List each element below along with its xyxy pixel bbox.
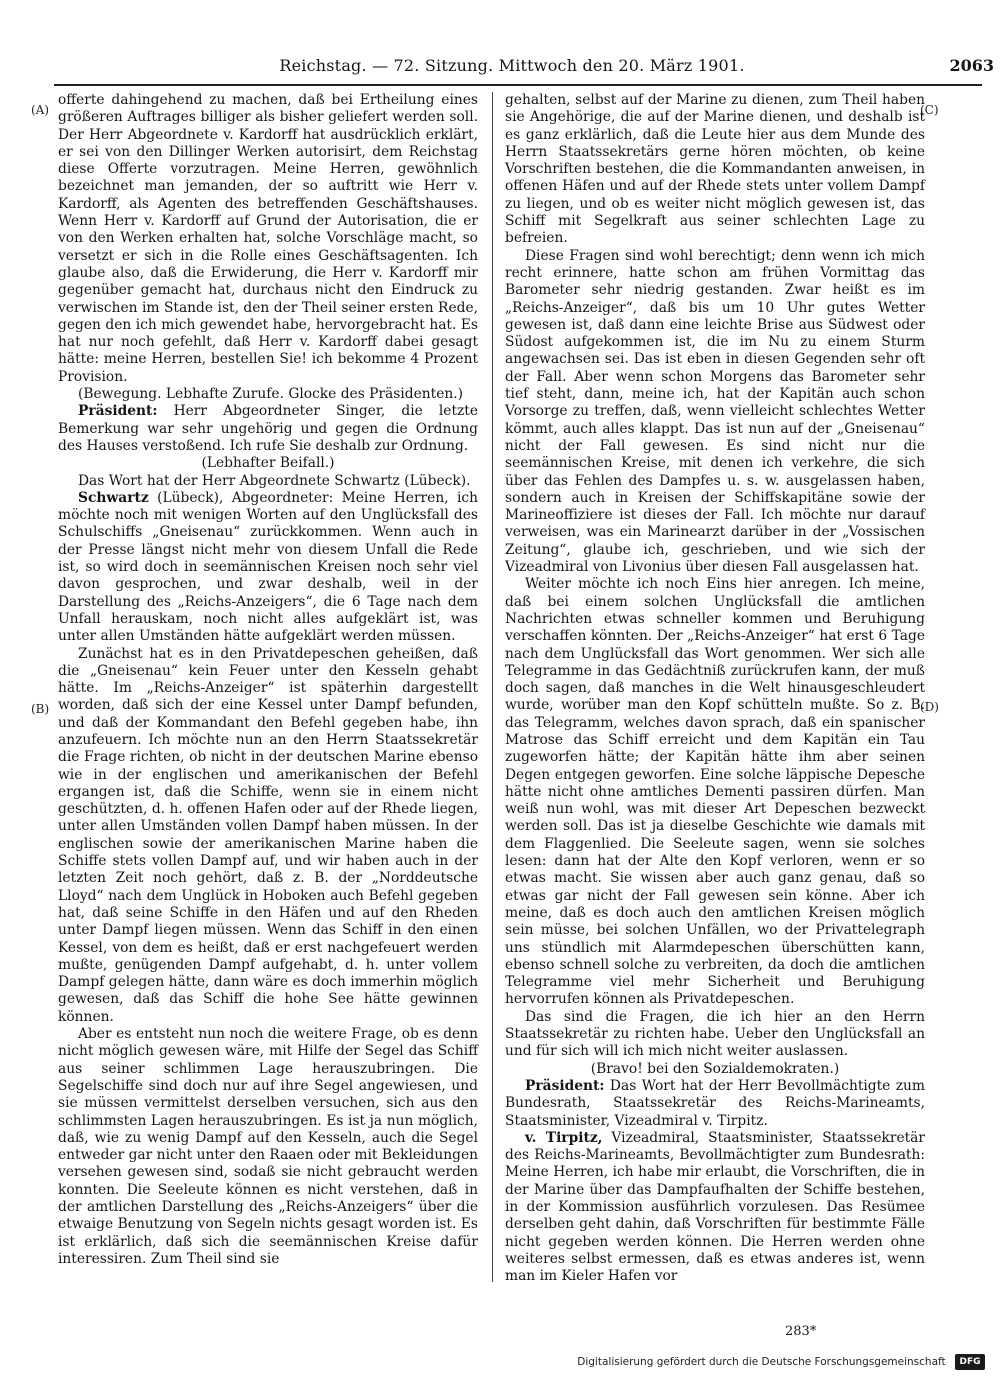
header-rule [54, 84, 982, 86]
paragraph: Aber es entsteht nun noch die weitere Frage, ob es denn nicht möglich gewesen wäre, mit Hilfe der Segel das Schiff aus seiner schlimmen Lage herauszubringen. Die Segelschiffe sind doch nur auf ihre Segel angewiesen, und sie müssen vermittelst derselben versuchen, sich aus den schlimmsten Lagen herauszubringen. Es ist ja nun möglich, daß, wie zu wenig Dampf auf den Kesseln, auch die Segel entweder gar nicht unter den Raaen oder mit Bekleidungen versehen gewesen sind, sodaß sie nicht gebraucht werden konnten. Die Seeleute können es nicht verstehen, daß in der amtlichen Darstellung des „Reichs-Anzeigers“ über die etwaige Benutzung von Segeln nichts gesagt worden ist. Es ist erklärlich, daß sich die seemännischen Kreise dafür interessiren. Zum Theil sind sie [58, 1026, 478, 1267]
speaker-name: Präsident: [78, 403, 158, 420]
paragraph [58, 403, 478, 455]
dfg-logo-icon [955, 1354, 985, 1370]
paragraph: offerte dahingehend zu machen, daß bei Ertheilung eines größeren Auftrages billiger als bisher geliefert werden soll. Der Herr Abgeordnete v. Kardorff hat ausdrücklich erklärt, er sei von den Dillinger Werken autorisirt, dem Reichstag diese Offerte vorzutragen. Meine Herren, gewöhnlich bezeichnet man jemanden, der so auftritt wie Herr v. Kardorff, als Agenten des betreffenden Geschäftshauses. Wenn Herr v. Kardorff auf Grund der Autorisation, die er von den Werken erhalten hat, solche Vorschläge macht, so versetzt er sich in die Rolle eines Geschäftsagenten. Ich glaube also, daß die Erwiderung, die Herr v. Kardorff mir gegenüber gemacht hat, durchaus nicht den Eindruck zu verwischen im Stande ist, den der Theil seiner ersten Rede, gegen den ich mich gewendet habe, hervorgebracht hat. Es hat nur noch gefehlt, daß Herr v. Kardorff dabei gesagt hätte: meine Herren, bestellen Sie! ich bekomme 4 Prozent Provision. [58, 92, 478, 385]
column-divider [492, 92, 493, 1282]
paragraph: Weiter möchte ich noch Eins hier anregen. Ich meine, daß bei einem solchen Unglücksfall die amtlichen Nachrichten etwas schneller kommen und Beruhigung verschaffen könnten. Der „Reichs-Anzeiger“ hat erst 6 Tage nach dem Unglücksfall das Wort genommen. Wer sich alle Telegramme in das Gedächtniß zurückrufen kann, der muß doch sagen, daß manches in die Welt hinausgeschleudert wurde, worüber man den Kopf schütteln mußte. So z. B. das Telegramm, welches davon sprach, daß ein spanischer Matrose das Schiff erreicht und dem Kapitän ein Tau zugeworfen hätte; der Kapitän hätte ihm aber seinen Degen entgegen geworfen. Eine solche läppische Depesche hätte nicht ohne amtliches Dementi passiren dürfen. Man weiß nun wohl, was mit dieser Art Depeschen bezweckt werden soll. Das ist ja dieselbe Geschichte wie damals mit dem Flaggenlied. Die Seeleute sagen, wenn sie solches lesen: dann hat der Alte den Kopf verloren, wenn er so etwas macht. Sie wissen aber auch ganz genau, daß so etwas gar nicht der Fall gewesen sein könne. Aber ich meine, daß es doch auch den amtlichen Kreisen möglich sein müsse, bei solchen Unfällen, wo der Privattelegraph uns stündlich mit Alarmdepeschen überschütten kann, ebenso schnell solche zu verbreiten, da doch die amtlichen Telegramme viel mehr Sicherheit und Beruhigung hervorrufen können als Privatdepeschen. [505, 576, 925, 1008]
margin-marker-b: (B) [31, 702, 50, 716]
paragraph: Das sind die Fragen, die ich hier an den Herrn Staatssekretär zu richten habe. Ueber den Unglücksfall an und für sich will ich mich nicht weiter auslassen. [505, 1008, 925, 1060]
footer-text: Digitalisierung gefördert durch die Deutsche Forschungsgemeinschaft [577, 1356, 946, 1368]
paragraph: gehalten, selbst auf der Marine zu dienen, zum Theil haben sie Angehörige, die auf der Marine dienen, und deshalb ist es ganz erklärlich, daß die Leute hier aus dem Munde des Herrn Staatssekretärs gerne hören möchten, ob keine Vorschriften bestehen, die die Kommandanten anweisen, in offenen Häfen und auf der Rhede stets unter vollem Dampf zu liegen, und ob es weiter nicht möglich gewesen ist, das Schiff mit Segelkraft aus seiner schlechten Lage zu befreien. [505, 92, 925, 247]
dfg-logo-text: DFG [959, 1357, 981, 1367]
margin-marker-a: (A) [31, 103, 50, 117]
signature-mark: 283* [785, 1324, 817, 1339]
footer [575, 1353, 985, 1371]
header-title: Reichstag. — 72. Sitzung. Mittwoch den 20. März 1901. [279, 56, 745, 75]
paragraph [505, 1078, 925, 1130]
page-header [30, 54, 994, 78]
speaker-name: Präsident: [525, 1077, 605, 1094]
paragraph-interjection: (Bravo! bei den Sozialdemokraten.) [590, 1060, 840, 1077]
paragraph: Zunächst hat es in den Privatdepeschen geheißen, daß die „Gneisenau“ kein Feuer unter den Kesseln gehabt hätte. Im „Reichs-Anzeiger“ ist späterhin dargestellt worden, daß sich der eine Kessel unter Dampf befunden, und daß der Kommandant den Befehl gegeben habe, ihn anzufeuern. Ich möchte nun an den Herrn Staatssekretär die Frage richten, ob nicht in der deutschen Marine ebenso wie in der englischen und amerikanischen der Befehl ergangen ist, daß die Schiffe, wenn sie in einem nicht geschützten, d. h. offenen Hafen oder auf der Rhede liegen, unter allen Umständen vollen Dampf haben müssen. In der englischen sowie der amerikanischen Marine haben die Schiffe stets vollen Dampf auf, und wir haben auch in der letzten Zeit noch gehört, daß z. B. der „Norddeutsche Lloyd“ nach dem Unglück in Hoboken auch Befehl gegeben hat, daß seine Schiffe in den Häfen und auf den Rheden unter Dampf liegen müssen. Wenn das Schiff in den einen Kessel, von dem es heißt, daß er erst nachgefeuert werden mußte, genügenden Dampf aufgehabt, d. h. unter vollem Dampf gelegen hätte, dann wäre es doch immerhin möglich gewesen, daß das Schiff die hohe See hätte gewinnen können. [58, 645, 478, 1025]
paragraph: Diese Fragen sind wohl berechtigt; denn wenn ich mich recht erinnere, hatte schon am frühen Vormittag das Barometer sehr niedrig gestanden. Zwar heißt es im „Reichs-Anzeiger“, daß bis um 10 Uhr gutes Wetter gewesen ist, daß dann eine leichte Brise aus Südwest oder Südost aufgekommen ist, die im Nu zu einem Sturm angewachsen sei. Das ist eben in diesen Gegenden sehr oft der Fall. Aber wenn schon Morgens das Barometer sehr tief steht, dann, meine ich, hat der Kapitän auch schon Vorsorge zu treffen, daß, wenn vielleicht schlechtes Wetter kömmt, auch alles klappt. Das ist nun auf der „Gneisenau“ nicht der Fall gewesen. Es sind nicht nur die seemännischen Kreise, mit denen ich verkehre, die sich über das Fehlen des Dampfes u. s. w. ausgelassen haben, sondern auch in Kreisen der Schiffskapitäne sowie der Marineoffiziere ist dieses der Fall. Ich möchte nur darauf verweisen, was ein Marinearzt darüber in der „Vossischen Zeitung“, glaube ich, geschrieben, und wie sich der Vizeadmiral von Livonius über diesen Fall ausgelassen hat. [505, 247, 925, 576]
paragraph: Das Wort hat der Herr Abgeordnete Schwartz (Lübeck). [78, 472, 471, 489]
left-column [58, 92, 478, 1268]
paragraph-interjection: (Bewegung. Lebhafte Zurufe. Glocke des Präsidenten.) [78, 386, 464, 403]
paragraph-interjection: (Lebhafter Beifall.) [201, 455, 335, 472]
speech-text: Herr Abgeordneter Singer, die letzte Bemerkung war sehr ungehörig und gegen die Ordnung des Hauses verstoßend. Ich rufe Sie deshalb zur Ordnung. [58, 403, 478, 454]
paragraph [505, 1130, 925, 1286]
right-column [505, 92, 925, 1285]
margin-marker-d: (D) [920, 700, 939, 714]
speech-text: Vizeadmiral, Staatsminister, Staatssekretär des Reichs-Marineamts, Bevollmächtigter zum Bundesrath: Meine Herren, ich habe mir erlaubt, die Vorschriften, die in der Marine über das Dampfaufhalten der Schiffe bestehen, in der Kommission ausführlich vorzulesen. Das Resümee derselben geht dahin, daß Vorschriften für bestimmte Fälle nicht gegeben werden können. Die Herren werden ohne weiteres selbst ermessen, daß es etwas anderes ist, wenn man im Kieler Hafen vor [505, 1129, 925, 1285]
speech-text: (Lübeck), Abgeordneter: Meine Herren, ich möchte noch mit wenigen Worten auf den Unglücksfall des Schulschiffs „Gneisenau“ zurückkommen. Wenn auch in der Presse längst nicht mehr von diesem Unfall die Rede ist, so wird doch in seemännischen Kreisen noch sehr viel davon gesprochen, und zwar deshalb, weil in der Darstellung des „Reichs-Anzeigers“, die 6 Tage nach dem Unfall herauskam, noch nicht alles aufgeklärt ist, was unter allen Umständen hätte aufgeklärt werden müssen. [58, 489, 478, 645]
paragraph [58, 490, 478, 646]
speech-text: Das Wort hat der Herr Bevollmächtigte zum Bundesrath, Staatssekretär des Reichs-Marineamts, Staatsminister, Vizeadmiral v. Tirpitz. [505, 1077, 925, 1129]
margin-marker-c: (C) [920, 103, 939, 117]
speaker-name: Schwartz [78, 489, 149, 506]
speaker-name: v. Tirpitz, [525, 1129, 603, 1146]
page-number: 2063 [949, 56, 994, 75]
